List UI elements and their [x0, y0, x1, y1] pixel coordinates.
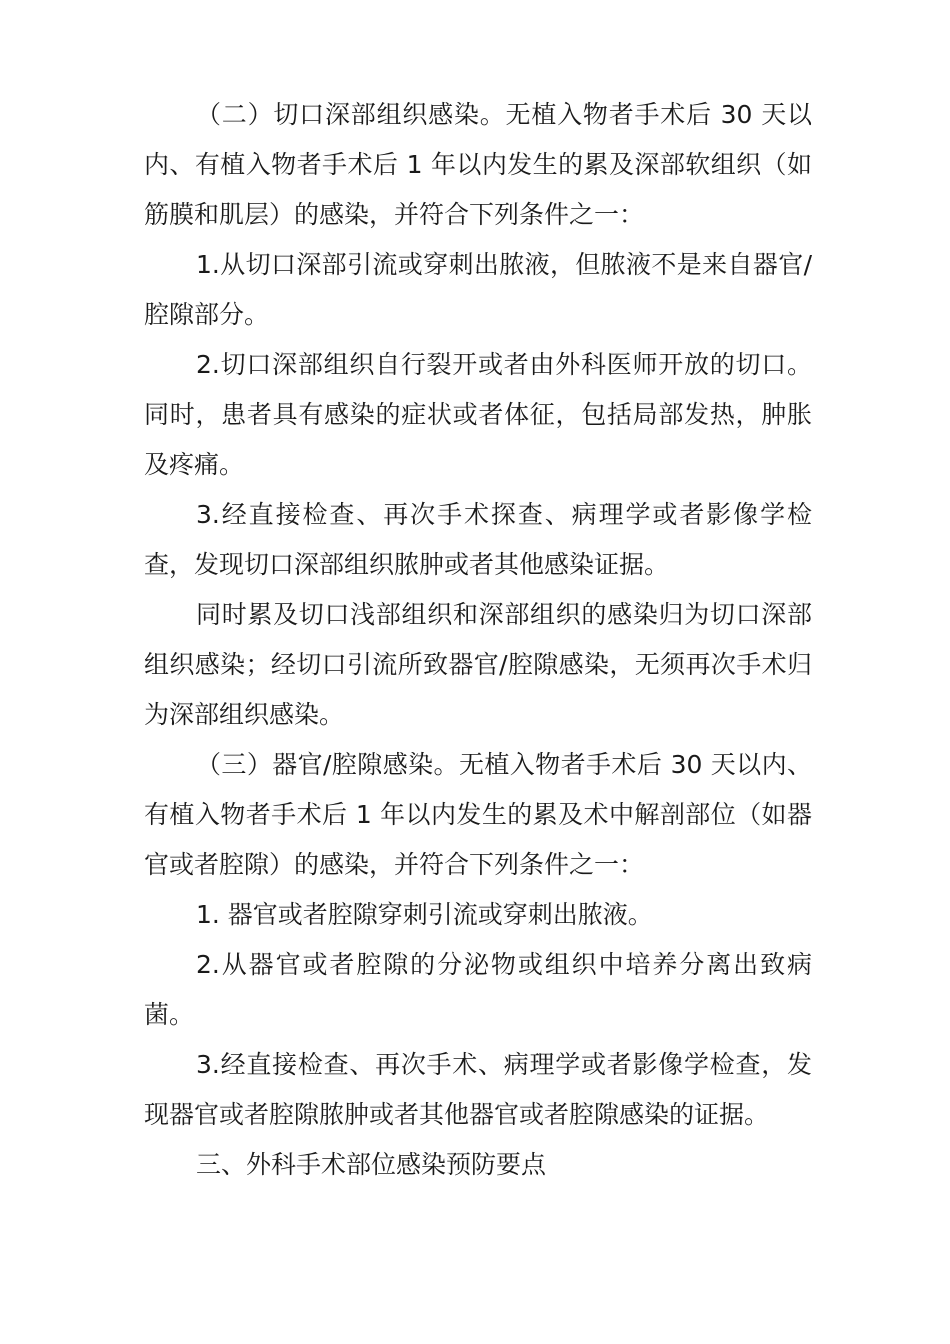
paragraph-deep-classification-note: 同时累及切口浅部组织和深部组织的感染归为切口深部组织感染；经切口引流所致器官/腔隙感染，无须再次手术归为深部组织感染。 — [144, 600, 812, 729]
paragraph-deep-incisional-infection: （二）切口深部组织感染。无植入物者手术后 30 天以内、有植入物者手术后 1 年以内发生的累及深部软组织（如筋膜和肌层）的感染，并符合下列条件之一： — [144, 100, 812, 229]
paragraph-deep-criterion-3: 3.经直接检查、再次手术探查、病理学或者影像学检查，发现切口深部组织脓肿或者其他感染证据。 — [144, 500, 812, 579]
section-heading-prevention: 三、外科手术部位感染预防要点 — [196, 1150, 547, 1179]
paragraph-organ-space-infection: （三）器官/腔隙感染。无植入物者手术后 30 天以内、有植入物者手术后 1 年以内发生的累及术中解剖部位（如器官或者腔隙）的感染，并符合下列条件之一： — [144, 750, 812, 879]
document-body — [144, 90, 812, 1190]
paragraph-organ-criterion-2: 2.从器官或者腔隙的分泌物或组织中培养分离出致病菌。 — [144, 950, 812, 1029]
paragraph-organ-criterion-1: 1. 器官或者腔隙穿刺引流或穿刺出脓液。 — [196, 900, 653, 929]
paragraph-organ-criterion-3: 3.经直接检查、再次手术、病理学或者影像学检查，发现器官或者腔隙脓肿或者其他器官或者腔隙感染的证据。 — [144, 1050, 812, 1129]
paragraph-deep-criterion-1: 1.从切口深部引流或穿刺出脓液，但脓液不是来自器官/腔隙部分。 — [144, 250, 812, 329]
paragraph-deep-criterion-2: 2.切口深部组织自行裂开或者由外科医师开放的切口。同时，患者具有感染的症状或者体征，包括局部发热，肿胀及疼痛。 — [144, 350, 812, 479]
